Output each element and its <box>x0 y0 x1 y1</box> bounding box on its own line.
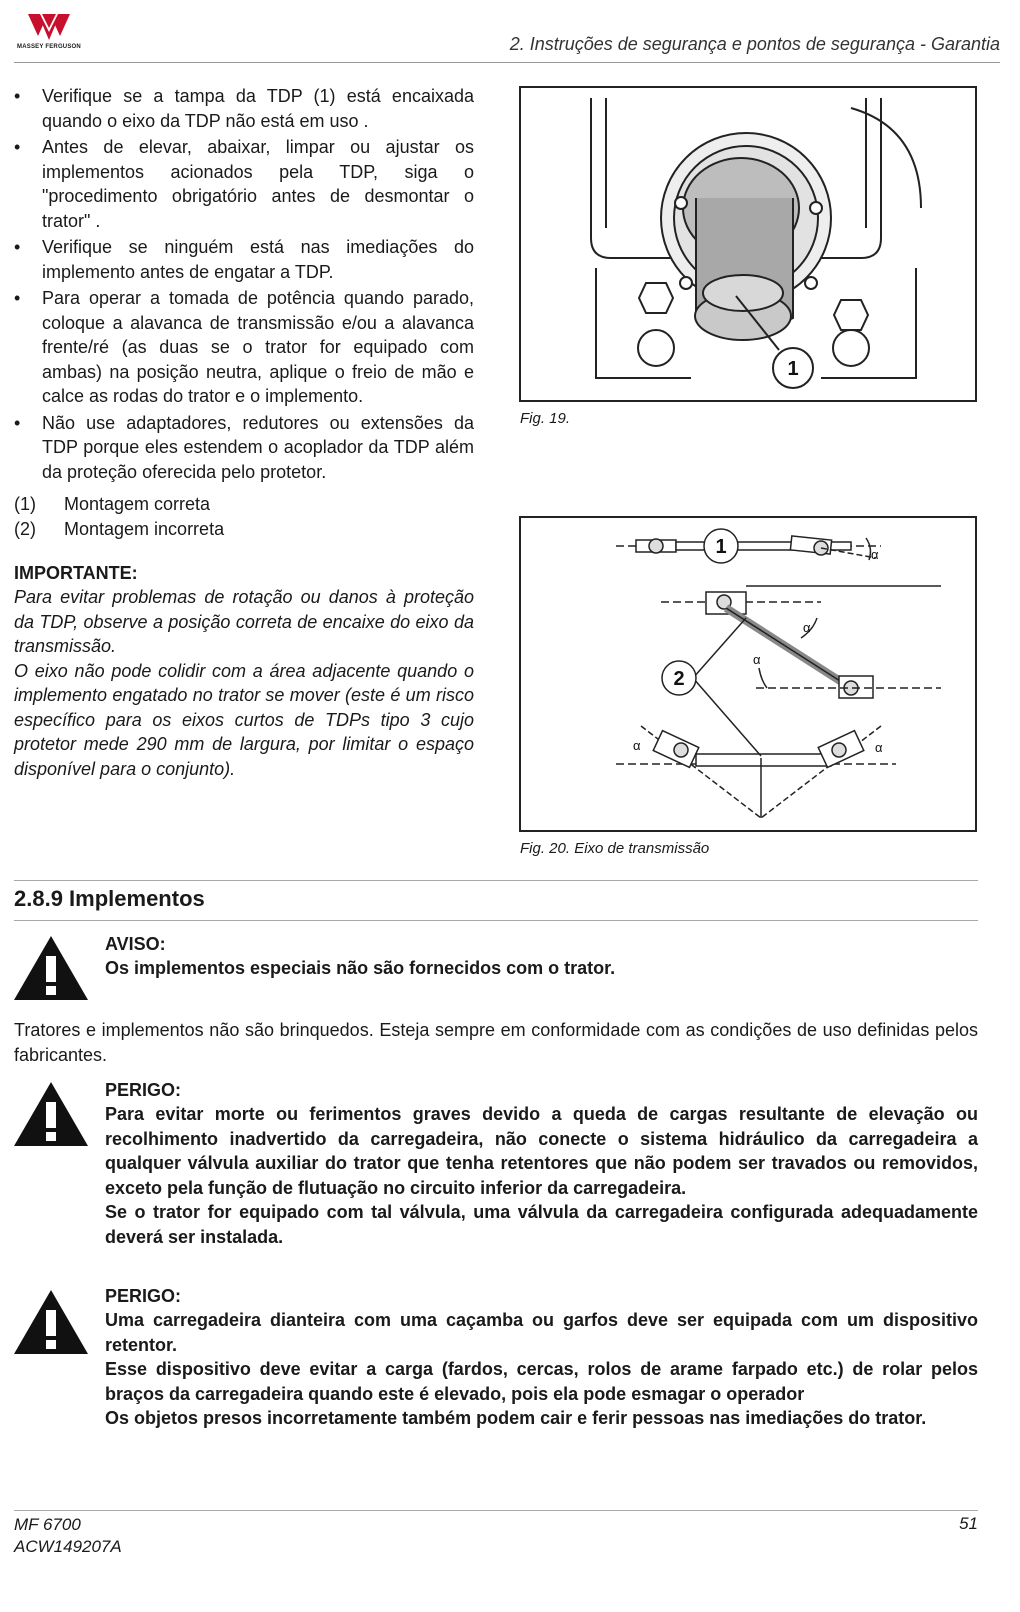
bullet-item: • Antes de elevar, abaixar, limpar ou ajustar os implementos acionados pela TDP, siga o "procedimento obrigatório antes de desmontar o trator" . <box>14 135 474 233</box>
bullet-item: • Verifique se ninguém está nas imediações do implemento antes de engatar a TDP. <box>14 235 474 284</box>
fig20-callout-1: 1 <box>715 536 727 558</box>
angle-label: α <box>803 620 811 635</box>
figure-legend <box>14 492 474 541</box>
angle-label: α <box>753 652 761 667</box>
legend-text: Montagem incorreta <box>64 518 225 539</box>
aviso-title: AVISO: <box>105 934 166 954</box>
brand-logo <box>14 10 84 54</box>
pto-cover-drawing <box>521 88 975 400</box>
important-note <box>14 561 474 781</box>
important-text-2: O eixo não pode colidir com a área adjacente quando o implemento engatado no trator se mover (este é um risco específico para os eixos curtos de TDPs tipo 3 cujo protetor mede 290 mm de largura, por limitar o espaço disponível para o conjunto). <box>14 660 474 779</box>
drive-shaft-drawing <box>521 518 975 830</box>
fig20-callout-2: 2 <box>673 668 685 690</box>
important-text-1: Para evitar problemas de rotação ou danos à proteção da TDP, observe a posição correta de encaixe do eixo da transmissão. <box>14 587 474 656</box>
perigo-title: PERIGO: <box>105 1286 182 1306</box>
angle-label: α <box>633 738 641 753</box>
page-number: 51 <box>959 1514 978 1533</box>
perigo-text-1: Para evitar morte ou ferimentos graves devido a queda de cargas resultante de elevação ou recolhimento inadvertido da carregadeira, não conecte o sistema hidráulico da carregadeira a qualquer válvula auxiliar do trator que tenha retentores que não podem ser travados ou removidos, exceto pela função de flutuação no circuito inferior da carregadeira. <box>105 1104 978 1198</box>
perigo-text-3: Os objetos presos incorretamente também podem cair e ferir pessoas nas imediações do trator. <box>105 1408 927 1428</box>
bullet-item: • Não use adaptadores, redutores ou extensões da TDP porque eles estendem o acoplador da TDP além da proteção oferecida pelo protetor. <box>14 411 474 485</box>
section-top-rule <box>14 880 978 881</box>
triple-triangle-logo-icon <box>14 10 84 44</box>
aviso-block <box>105 932 978 981</box>
left-column <box>14 84 474 781</box>
legend-number: (2) <box>14 518 36 539</box>
danger-triangle-icon <box>12 1080 90 1148</box>
perigo-block-2 <box>105 1284 978 1431</box>
perigo-text-1: Uma carregadeira dianteira com uma caçamba ou garfos deve ser equipada com um dispositivo retentor. <box>105 1310 978 1355</box>
important-title: IMPORTANTE: <box>14 563 138 583</box>
safety-bullet-list <box>14 84 474 484</box>
footer-document-code: ACW149207A <box>14 1537 122 1556</box>
perigo-text-2: Esse dispositivo deve evitar a carga (fardos, cercas, rolos de arame farpado etc.) de rolar pelos braços da carregadeira quando este é elevado, pois ela pode esmagar o operador <box>105 1359 978 1404</box>
figure-20-drive-shaft <box>519 516 977 832</box>
perigo-text-2: Se o trator for equipado com tal válvula, uma válvula da carregadeira configurada adequadamente deverá ser instalada. <box>105 1202 978 1247</box>
danger-triangle-icon <box>12 1288 90 1356</box>
perigo-title: PERIGO: <box>105 1080 182 1100</box>
perigo-block-1 <box>105 1078 978 1249</box>
logo-text: MASSEY FERGUSON <box>17 44 81 50</box>
body-paragraph: Tratores e implementos não são brinquedos. Esteja sempre em conformidade com as condições de uso definidas pelos fabricantes. <box>14 1020 978 1065</box>
figure-20-caption: Fig. 20. Eixo de transmissão <box>520 840 710 857</box>
legend-row <box>14 492 474 517</box>
section-heading: 2.8.9 Implementos <box>14 886 205 911</box>
legend-text: Montagem correta <box>64 494 211 514</box>
figure-19-pto-cover <box>519 86 977 402</box>
aviso-text: Os implementos especiais não são fornecidos com o trator. <box>105 958 616 978</box>
warning-triangle-icon <box>12 934 90 1002</box>
section-bottom-rule <box>14 920 978 921</box>
footer-divider <box>14 1510 978 1511</box>
figure-19-caption: Fig. 19. <box>520 410 571 427</box>
fig19-callout-1: 1 <box>787 358 799 380</box>
legend-row <box>14 517 474 542</box>
legend-number: (1) <box>14 494 36 514</box>
footer-model: MF 6700 <box>14 1515 81 1534</box>
page-header-title: 2. Instruções de segurança e pontos de segurança - Garantia <box>509 34 1000 54</box>
angle-label: α <box>871 547 879 562</box>
header-divider <box>14 62 1000 63</box>
angle-label: α <box>875 740 883 755</box>
bullet-item: • Para operar a tomada de potência quando parado, coloque a alavanca de transmissão e/ou a alavanca frente/ré (as duas se o trator for equipado com ambas) na posição neutra, aplique o freio de mão e calce as rodas do trator e o implemento. <box>14 286 474 409</box>
bullet-item: • Verifique se a tampa da TDP (1) está encaixada quando o eixo da TDP não está em uso . <box>14 84 474 133</box>
